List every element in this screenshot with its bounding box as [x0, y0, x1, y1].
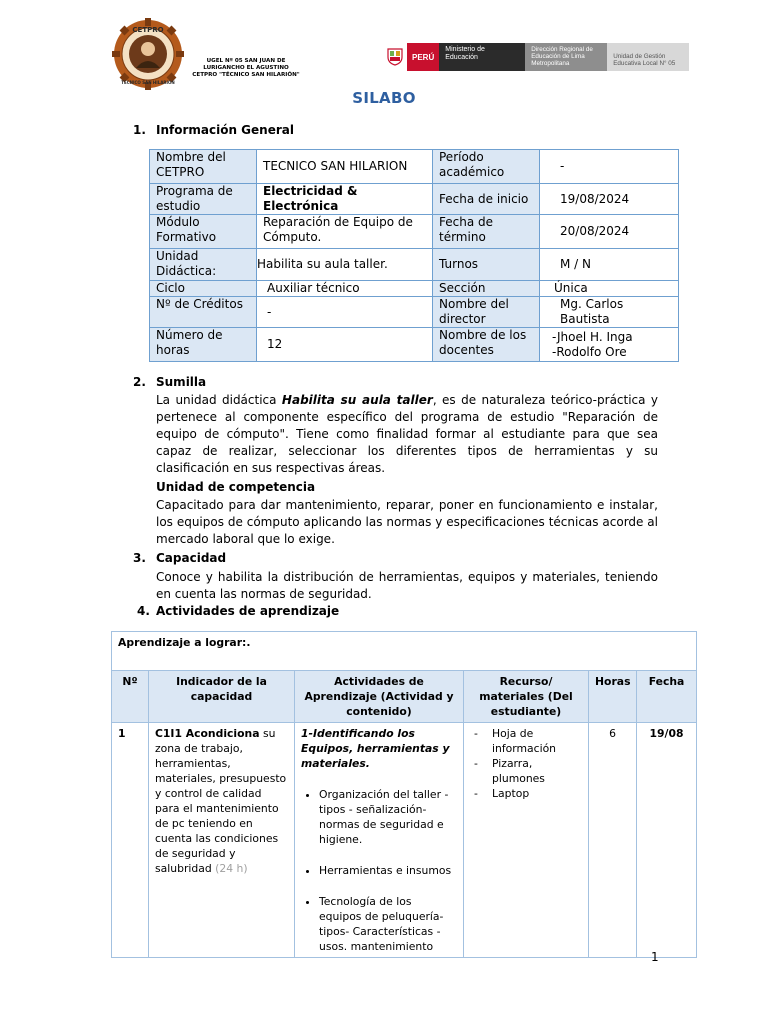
recursos-cell	[464, 723, 589, 958]
list-item: - Pizarra, plumones	[470, 756, 582, 786]
aprendizaje-row	[112, 632, 697, 671]
section-4-title: Actividades de aprendizaje	[156, 604, 340, 618]
info-value: 20/08/2024	[540, 215, 679, 249]
list-item: - Laptop	[470, 786, 582, 801]
capacidad-paragraph: Conoce y habilita la distribución de herramientas, equipos y materiales, teniendo en cuenta las normas de seguridad.	[156, 570, 658, 601]
section-3-number: 3.	[133, 551, 146, 565]
activity-title: 1-Identificando los Equipos, herramientas y materiales.	[301, 727, 450, 770]
section-4-number: 4.	[137, 604, 150, 618]
info-row	[150, 184, 679, 215]
info-row	[150, 297, 679, 328]
info-value: Reparación de Equipo de Cómputo.	[257, 215, 433, 249]
fecha-cell: 19/08	[637, 723, 697, 958]
info-value: 12	[257, 328, 433, 362]
gov-ugel-label: Unidad de Gestión Educativa Local N° 05	[607, 43, 689, 71]
section-1-number: 1.	[133, 123, 146, 137]
info-label: Período académico	[433, 150, 540, 184]
info-row	[150, 150, 679, 184]
svg-text:TECNICO SAN HILARION: TECNICO SAN HILARION	[121, 80, 175, 85]
info-label: Nº de Créditos	[150, 297, 257, 328]
info-value: -	[540, 150, 679, 184]
info-label: Módulo Formativo	[150, 215, 257, 249]
svg-text:CETPRO: CETPRO	[132, 26, 164, 34]
docente-name: -Rodolfo Ore	[552, 344, 627, 359]
list-item: • Organización del taller - tipos - señalización- normas de seguridad e higiene.	[319, 787, 457, 847]
aprendizaje-label: Aprendizaje a lograr:.	[112, 632, 697, 671]
competencia-title: Unidad de competencia	[156, 480, 316, 494]
general-info-table	[149, 149, 679, 362]
competencia-paragraph: Capacitado para dar mantenimiento, reparar, poner en funcionamiento e instalar, los equipos de cómputo aplicando las normas y especificaciones técnicas acorde al mercado laboral que lo exige.	[156, 498, 658, 546]
info-value: Auxiliar técnico	[257, 281, 433, 297]
info-value: Única	[540, 281, 679, 297]
info-row	[150, 249, 679, 281]
info-label: Nombre del CETPRO	[150, 150, 257, 184]
info-row	[150, 281, 679, 297]
info-value: TECNICO SAN HILARION	[257, 150, 433, 184]
section-2-number: 2.	[133, 375, 146, 389]
page-number: 1	[651, 950, 659, 964]
activity-list	[301, 787, 457, 954]
page-title: SILABO	[352, 89, 416, 107]
col-header-n: Nº	[112, 671, 149, 723]
col-header-fecha: Fecha	[637, 671, 697, 723]
list-item: • Herramientas e insumos	[319, 863, 457, 878]
col-header-recurso: Recurso/ materiales (Del estudiante)	[464, 671, 589, 723]
info-value: Habilita su aula taller.	[257, 249, 433, 281]
info-row	[150, 328, 679, 362]
info-value: M / N	[540, 249, 679, 281]
info-value: -	[257, 297, 433, 328]
sumilla-paragraph: La unidad didáctica Habilita su aula taller, es de naturaleza teórico-práctica y pertenece al componente específico del programa de estudio "Reparación de equipo de cómputo". Tiene como finalidad formar al estudiante para que sea capaz de realizar, seleccionar los diferentes tipos de herramientas y su clasificación en sus respectivas áreas.	[156, 393, 659, 475]
section-1-title: Información General	[156, 123, 294, 137]
info-label: Sección	[433, 281, 540, 297]
gov-dre-label: Dirección Regional de Educación de Lima Metropolitana	[525, 43, 607, 71]
info-row	[150, 215, 679, 249]
info-label: Fecha de inicio	[433, 184, 540, 215]
info-label: Turnos	[433, 249, 540, 281]
info-label: Programa de estudio	[150, 184, 257, 215]
table-row	[112, 723, 697, 958]
gov-peru-label: PERÚ	[407, 43, 439, 71]
info-value: Electricidad & Electrónica	[257, 184, 433, 215]
peru-shield-icon	[383, 43, 407, 71]
cetpro-seal-logo	[112, 18, 184, 90]
section-3-title: Capacidad	[156, 551, 227, 565]
info-label: Fecha de término	[433, 215, 540, 249]
row-number: 1	[112, 723, 149, 958]
info-label: Nombre del director	[433, 297, 540, 328]
info-value: Mg. Carlos Bautista	[540, 297, 679, 328]
info-label: Unidad Didáctica:	[150, 249, 257, 281]
section-2-title: Sumilla	[156, 375, 207, 389]
government-banner	[383, 43, 689, 71]
col-header-horas: Horas	[589, 671, 637, 723]
info-label: Nombre de los docentes	[433, 328, 540, 362]
activities-table	[111, 631, 697, 958]
col-header-indicador: Indicador de la capacidad	[149, 671, 295, 723]
resource-list	[470, 726, 582, 801]
info-label: Ciclo	[150, 281, 257, 297]
docente-name: -Jhoel H. Inga	[552, 329, 633, 344]
info-value-docentes	[540, 328, 679, 362]
actividades-cell	[295, 723, 464, 958]
list-item: - Hoja de información	[470, 726, 582, 756]
info-label: Número de horas	[150, 328, 257, 362]
list-item: • Tecnología de los equipos de peluquería- tipos- Características - usos. mantenimiento	[319, 894, 457, 954]
col-header-actividades: Actividades de Aprendizaje (Actividad y contenido)	[295, 671, 464, 723]
activities-header-row	[112, 671, 697, 723]
indicador-cell: C1I1 Acondiciona su zona de trabajo, herramientas, materiales, presupuesto y control de calidad para el mantenimiento de pc teniendo en cuenta las condiciones de seguridad y salubridad (24 h)	[149, 723, 295, 958]
info-value: 19/08/2024	[540, 184, 679, 215]
gov-ministerio-label: Ministerio de Educación	[439, 43, 525, 71]
horas-cell: 6	[589, 723, 637, 958]
institution-name: UGEL Nº 05 SAN JUAN DE LURIGANCHO EL AGUSTINO CETPRO "TÉCNICO SAN HILARIÓN"	[192, 58, 300, 78]
